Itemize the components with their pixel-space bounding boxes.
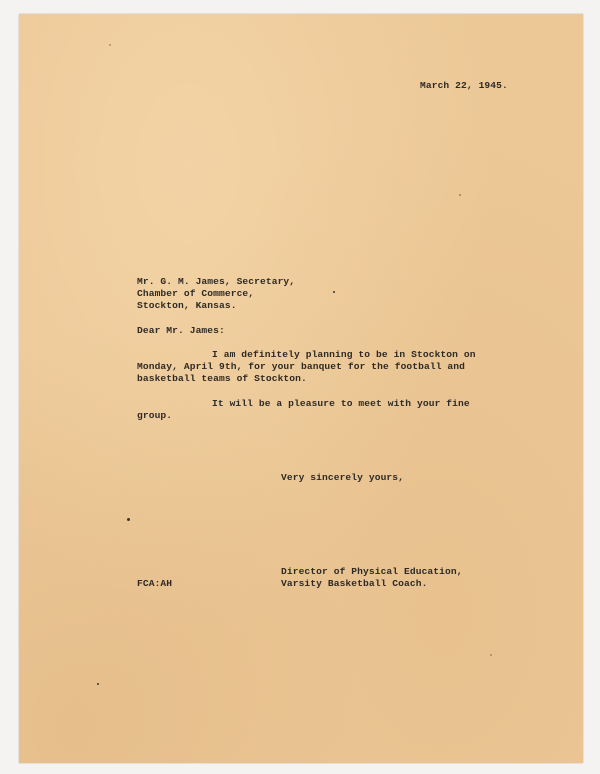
recipient-organization: Chamber of Commerce, (137, 288, 255, 299)
complimentary-closing: Very sincerely yours, (281, 472, 405, 483)
letter-page (19, 14, 583, 763)
reference-initials: FCA:AH (137, 578, 173, 589)
salutation: Dear Mr. James: (137, 325, 225, 336)
paper-speck (333, 291, 335, 293)
body-paragraph-2-line-1: It will be a pleasure to meet with your fine (212, 398, 470, 409)
body-paragraph-1-line-1: I am definitely planning to be in Stockton on (212, 349, 476, 360)
signature-title-line-1: Director of Physical Education, (281, 566, 463, 577)
recipient-city: Stockton, Kansas. (137, 300, 237, 311)
signature-title-line-2: Varsity Basketball Coach. (281, 578, 428, 589)
body-paragraph-2-line-2: group. (137, 410, 173, 421)
recipient-name: Mr. G. M. James, Secretary, (137, 276, 296, 287)
body-paragraph-1-line-3: basketball teams of Stockton. (137, 373, 307, 384)
paper-speck (109, 44, 111, 46)
paper-speck (127, 518, 130, 521)
body-paragraph-1-line-2: Monday, April 9th, for your banquet for the football and (137, 361, 466, 372)
letter-date: March 22, 1945. (420, 80, 508, 91)
paper-speck (97, 683, 99, 685)
paper-speck (490, 654, 492, 656)
paper-speck (459, 194, 461, 196)
